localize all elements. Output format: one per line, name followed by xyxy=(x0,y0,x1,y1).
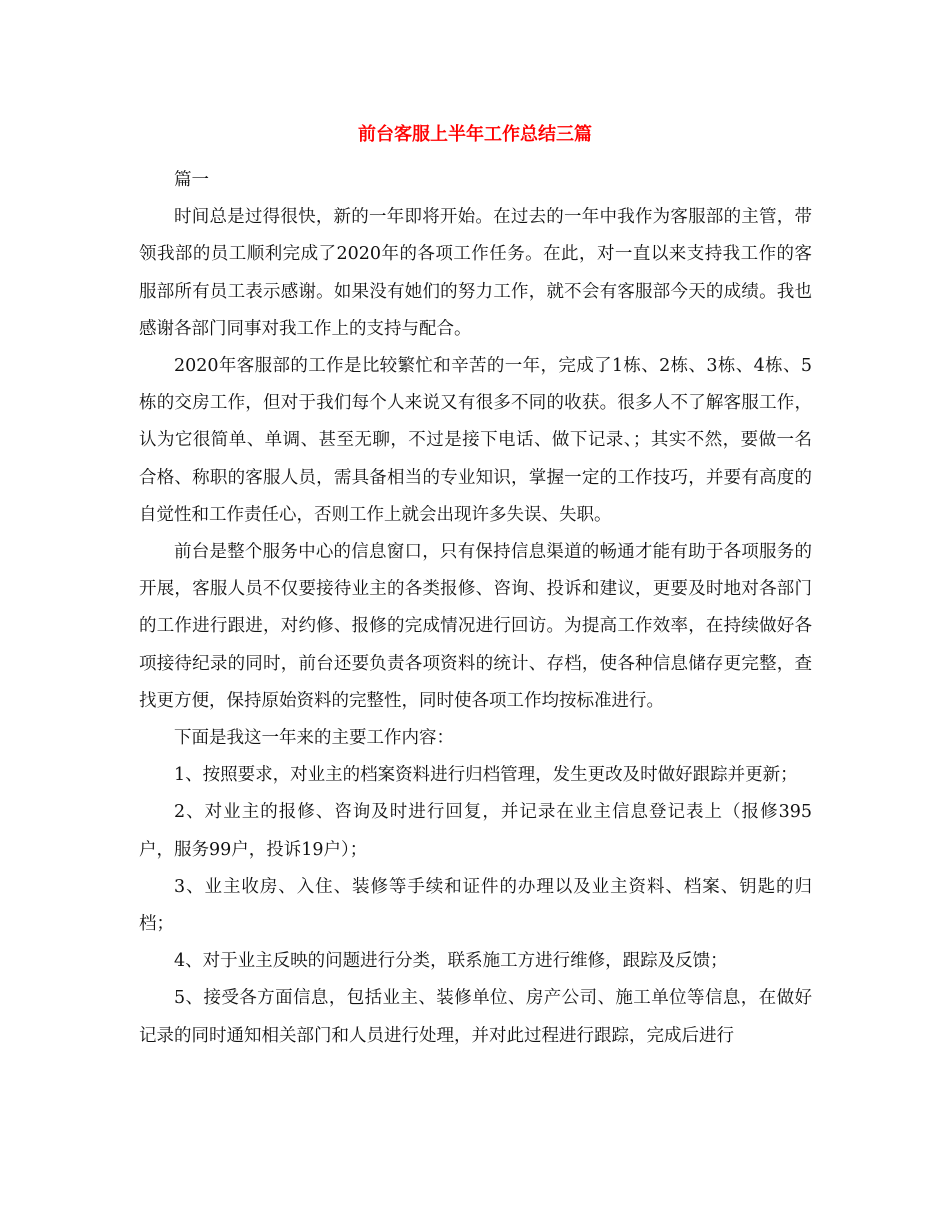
list-item: 2、对业主的报修、咨询及时进行回复，并记录在业主信息登记表上（报修395户，服务99户，投诉19户）； xyxy=(139,802,812,860)
paragraph: 下面是我这一年来的主要工作内容： xyxy=(174,728,454,749)
section-heading: 篇一 xyxy=(174,170,209,190)
list-item: 5、接受各方面信息，包括业主、装修单位、房产公司、施工单位等信息，在做好记录的同时通知相关部门和人员进行处理，并对此过程进行跟踪，完成后进行 xyxy=(139,988,812,1046)
document-body xyxy=(139,162,812,1055)
list-item: 1、按照要求，对业主的档案资料进行归档管理，发生更改及时做好跟踪并更新； xyxy=(174,765,798,786)
paragraph: 时间总是过得很快，新的一年即将开始。在过去的一年中我作为客服部的主管，带领我部的员工顺利完成了2020年的各项工作任务。在此，对一直以来支持我工作的客服部所有员工表示感谢。如果没有她们的努力工作，就不会有客服部今天的成绩。我也感谢各部门同事对我工作上的支持与配合。 xyxy=(139,207,812,339)
paragraph: 2020年客服部的工作是比较繁忙和辛苦的一年，完成了1栋、2栋、3栋、4栋、5栋的交房工作，但对于我们每个人来说又有很多不同的收获。很多人不了解客服工作，认为它很简单、单调、甚至无聊，不过是接下电话、做下记录、；其实不然，要做一名合格、称职的客服人员，需具备相当的专业知识，掌握一定的工作技巧，并要有高度的自觉性和工作责任心，否则工作上就会出现许多失误、失职。 xyxy=(139,356,812,525)
document-title: 前台客服上半年工作总结三篇 xyxy=(358,124,592,145)
paragraph: 前台是整个服务中心的信息窗口，只有保持信息渠道的畅通才能有助于各项服务的开展，客服人员不仅要接待业主的各类报修、咨询、投诉和建议，更要及时地对各部门的工作进行跟进，对约修、报修的完成情况进行回访。为提高工作效率，在持续做好各项接待纪录的同时，前台还要负责各项资料的统计、存档，使各种信息储存更完整，查找更方便，保持原始资料的完整性，同时使各项工作均按标准进行。 xyxy=(139,542,812,711)
list-item: 4、对于业主反映的问题进行分类，联系施工方进行维修，跟踪及反馈； xyxy=(174,951,728,972)
list-item: 3、业主收房、入住、装修等手续和证件的办理以及业主资料、档案、钥匙的归档； xyxy=(139,876,812,935)
